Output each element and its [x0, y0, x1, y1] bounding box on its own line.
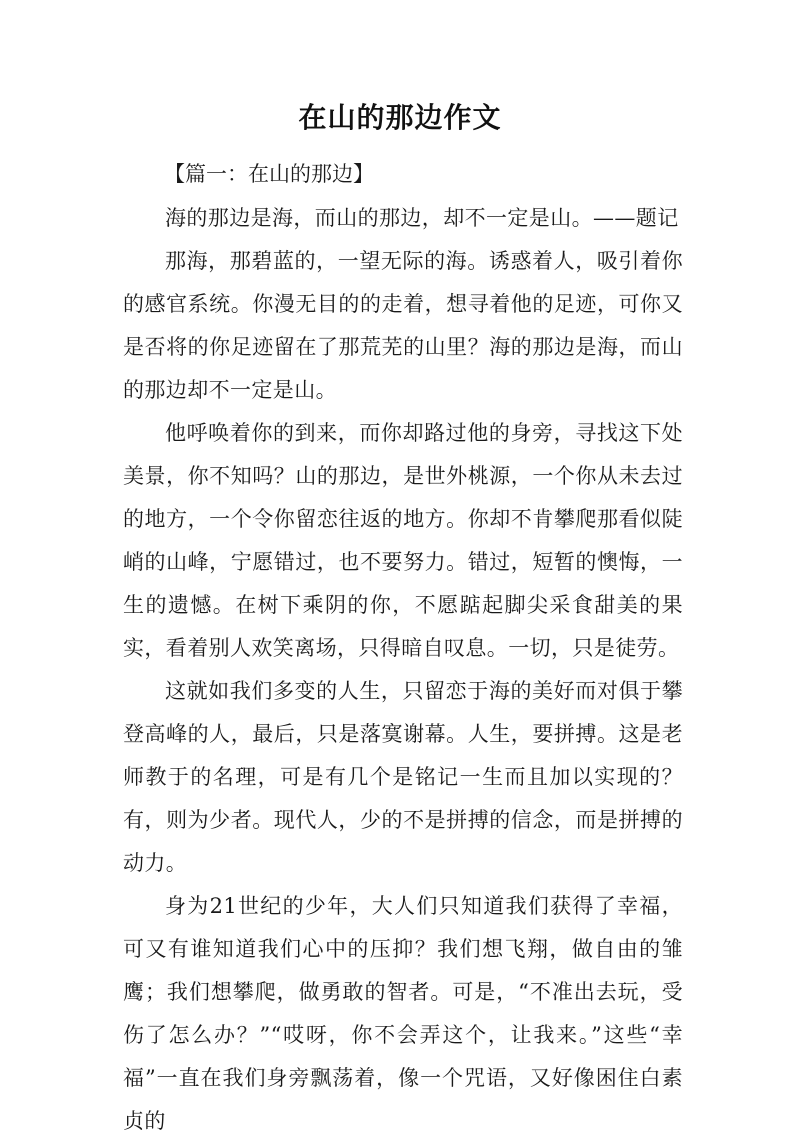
document-body — [123, 197, 683, 1143]
section-heading: 【篇一：在山的那边】 — [164, 162, 374, 186]
paragraph-epigraph: 海的那边是海，而山的那边，却不一定是山。——题记 — [165, 206, 679, 230]
paragraph: 身为21世纪的少年，大人们只知道我们获得了幸福，可又有谁知道我们心中的压抑？我们想飞翔，做自由的雏鹰；我们想攀爬，做勇敢的智者。可是，“不准出去玩，受伤了怎么办？”“哎呀，你不会弄这个，让我来。”这些“幸福”一直在我们身旁飘荡着，像一个咒语，又好像困住白素贞的 — [123, 894, 683, 1133]
paragraph: 那海，那碧蓝的，一望无际的海。诱惑着人，吸引着你的感官系统。你漫无目的的走着，想寻着他的足迹，可你又是否将的你足迹留在了那荒芜的山里？海的那边是海，而山的那边却不一定是山。 — [123, 249, 683, 402]
document-title: 在山的那边作文 — [298, 101, 502, 134]
paragraph: 这就如我们多变的人生，只留恋于海的美好而对俱于攀登高峰的人，最后，只是落寞谢幕。人生，要拼搏。这是老师教于的名理，可是有几个是铭记一生而且加以实现的？有，则为少者。现代人，少的不是拼搏的信念，而是拼搏的动力。 — [123, 679, 683, 875]
paragraph: 他呼唤着你的到来，而你却路过他的身旁，寻找这下处美景，你不知吗？山的那边，是世外桃源，一个你从未去过的地方，一个令你留恋往返的地方。你却不肯攀爬那看似陡峭的山峰，宁愿错过，也不要努力。错过，短暂的懊悔，一生的遗憾。在树下乘阴的你，不愿踮起脚尖采食甜美的果实，看着别人欢笑离场，只得暗自叹息。一切，只是徒劳。 — [123, 421, 683, 660]
